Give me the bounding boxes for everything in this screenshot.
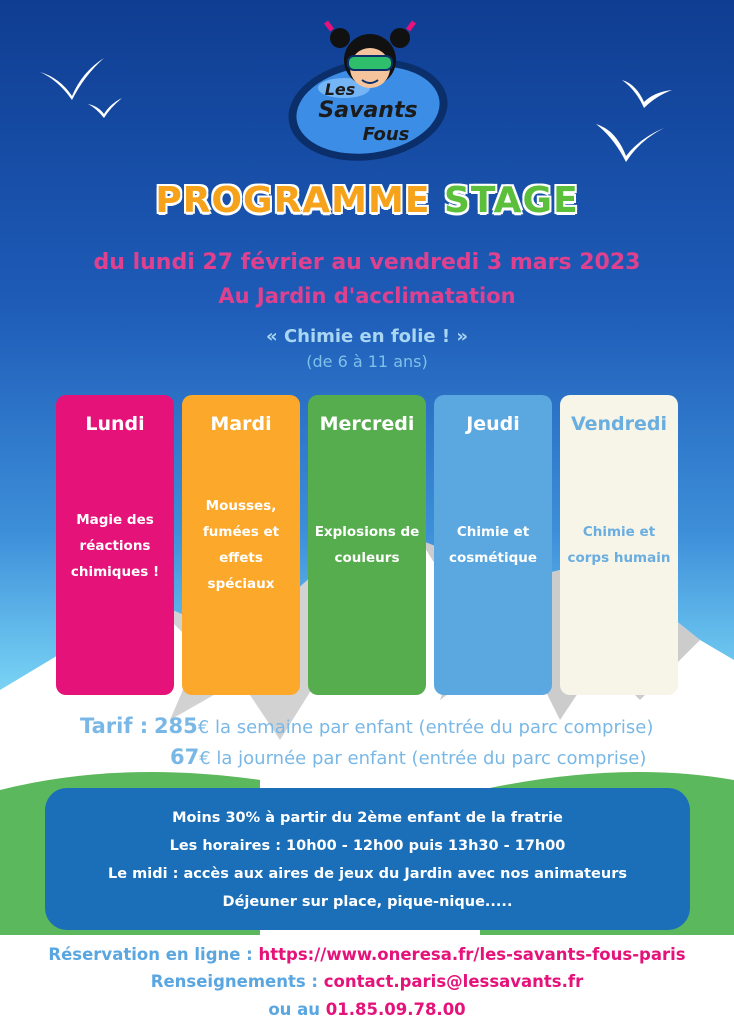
info-hours: Les horaires : 10h00 - 12h00 puis 13h30 - 17h00	[169, 838, 566, 854]
phone-prefix: ou au	[268, 1000, 321, 1019]
activity-line: Mousses,	[205, 498, 277, 514]
activity-line: Chimie et	[456, 524, 530, 540]
day-activity	[566, 519, 672, 571]
footer-contact	[0, 972, 734, 991]
reservation-link[interactable]: https://www.oneresa.fr/les-savants-fous-paris	[258, 945, 686, 964]
day-card-jeudi	[434, 395, 552, 695]
bird-icon	[622, 80, 672, 108]
activity-line: corps humain	[567, 550, 671, 566]
day-price: 67	[170, 745, 200, 769]
day-card-vendredi	[560, 395, 678, 695]
phone-number[interactable]: 01.85.09.78.00	[325, 1000, 466, 1019]
stage-dates: du lundi 27 février au vendredi 3 mars 2023	[93, 250, 641, 275]
activity-line: Explosions de	[314, 524, 420, 540]
stage-venue: Au Jardin d'acclimatation	[218, 284, 516, 308]
info-lunch: Le midi : accès aux aires de jeux du Jardin avec nos animateurs	[108, 866, 627, 882]
activity-line: fumées et	[202, 524, 280, 540]
day-name: Jeudi	[466, 413, 520, 435]
reservation-label: Réservation en ligne :	[48, 945, 253, 964]
day-activity	[188, 493, 294, 597]
activity-line: réactions	[79, 538, 151, 554]
contact-email-link[interactable]: contact.paris@lessavants.fr	[323, 972, 584, 991]
week-price: 285	[153, 714, 198, 738]
activity-line: cosmétique	[448, 550, 538, 566]
day-name: Mercredi	[319, 413, 415, 435]
info-discount: Moins 30% à partir du 2ème enfant de la fratrie	[172, 810, 563, 826]
stage-theme: « Chimie en folie ! »	[266, 326, 468, 347]
contact-label: Renseignements :	[150, 972, 319, 991]
day-card-mercredi	[308, 395, 426, 695]
day-activity	[62, 507, 168, 585]
title-stage: STAGE	[443, 180, 579, 221]
activity-line: spéciaux	[207, 576, 275, 592]
info-meal: Déjeuner sur place, pique-nique.....	[222, 894, 513, 910]
footer-reservation	[0, 945, 734, 964]
day-name: Lundi	[85, 413, 145, 435]
activity-line: Chimie et	[582, 524, 656, 540]
day-price-text: € la journée par enfant (entrée du parc comprise)	[199, 748, 647, 769]
title-programme: PROGRAMME	[155, 180, 431, 221]
day-name: Mardi	[210, 413, 272, 435]
age-range: (de 6 à 11 ans)	[306, 352, 428, 371]
activity-line: couleurs	[334, 550, 400, 566]
brand-logo	[282, 18, 454, 166]
week-price-text: € la semaine par enfant (entrée du parc comprise)	[197, 717, 654, 738]
tarif-label: Tarif :	[80, 714, 149, 738]
logo-text-savants: Savants	[318, 98, 418, 123]
logo-text-les: Les	[324, 80, 356, 99]
day-activity	[314, 519, 420, 571]
logo-text-fous: Fous	[362, 124, 410, 145]
bird-icon	[40, 58, 104, 100]
day-activity	[440, 519, 546, 571]
bird-icon	[88, 98, 122, 118]
bird-icon	[596, 124, 664, 162]
day-card-mardi	[182, 395, 300, 695]
day-name: Vendredi	[570, 413, 668, 435]
info-panel	[45, 788, 690, 930]
tarif-week	[80, 714, 653, 738]
activity-line: Magie des	[76, 512, 154, 528]
day-card-lundi	[56, 395, 174, 695]
page-title	[0, 180, 734, 221]
tarif-day	[170, 745, 646, 769]
activity-line: chimiques !	[70, 564, 160, 580]
footer-phone	[0, 1000, 734, 1019]
activity-line: effets	[219, 550, 263, 566]
